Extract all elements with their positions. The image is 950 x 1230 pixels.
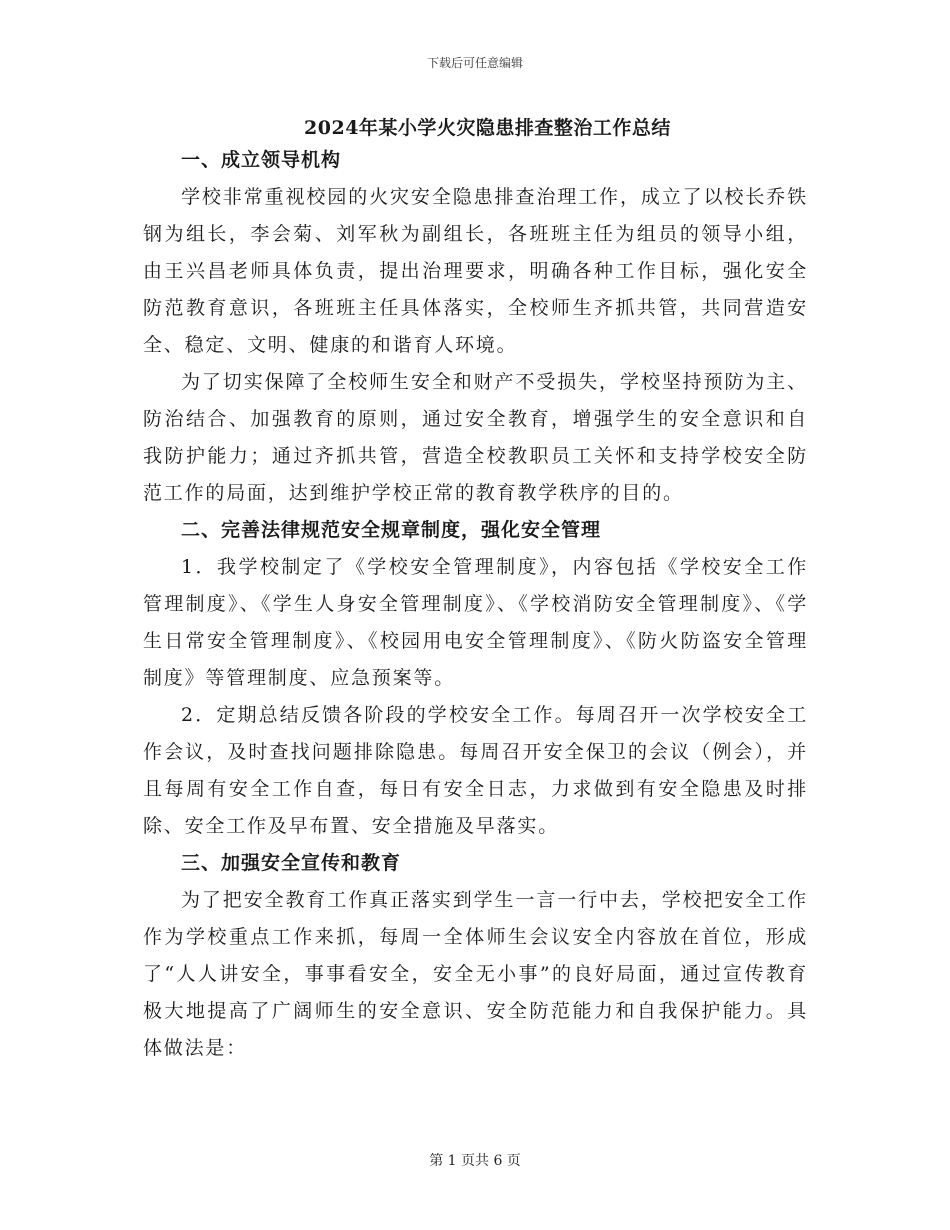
paragraph: 学校非常重视校园的火灾安全隐患排查治理工作，成立了以校长乔铁钢为组长，李会菊、刘军秋为副组长，各班班主任为组员的领导小组，由王兴昌老师具体负责，提出治理要求，明确各种工作目标，强化安全防范教育意识，各班班主任具体落实，全校师生齐抓共管，共同营造安全、稳定、文明、健康的和谐育人环境。 <box>143 186 808 356</box>
section-leadership <box>143 142 808 512</box>
page-header-note: 下载后可任意编辑 <box>426 56 523 70</box>
paragraph: 1．我学校制定了《学校安全管理制度》，内容包括《学校安全工作管理制度》、《学生人身安全管理制度》、《学校消防安全管理制度》、《学生日常安全管理制度》、《校园用电安全管理制度》、《防火防盗安全管理制度》等管理制度、应急预案等。 <box>143 556 808 689</box>
document-body <box>143 114 808 1067</box>
document-title: 2024年某小学火灾隐患排查整治工作总结 <box>304 117 671 139</box>
section-regulations <box>143 512 808 845</box>
paragraph: 为了把安全教育工作真正落实到学生一言一行中去，学校把安全工作作为学校重点工作来抓，每周一全体师生会议安全内容放在首位，形成了“人人讲安全，事事看安全，安全无小事”的良好局面，通过宣传教育极大地提高了广阔师生的安全意识、安全防范能力和自我保护能力。具体做法是： <box>143 889 808 1059</box>
paragraph: 为了切实保障了全校师生安全和财产不受损失，学校坚持预防为主、防治结合、加强教育的原则，通过安全教育，增强学生的安全意识和自我防护能力；通过齐抓共管，营造全校教职员工关怀和支持学校安全防范工作的局面，达到维护学校正常的教育教学秩序的目的。 <box>143 371 808 504</box>
section-education <box>143 845 808 1067</box>
section-heading: 一、成立领导机构 <box>181 149 342 171</box>
section-heading: 三、加强安全宣传和教育 <box>181 852 402 874</box>
paragraph: 2．定期总结反馈各阶段的学校安全工作。每周召开一次学校安全工作会议，及时查找问题排除隐患。每周召开安全保卫的会议（例会），并且每周有安全工作自查，每日有安全日志，力求做到有安全隐患及时排除、安全工作及早布置、安全措施及早落实。 <box>143 704 808 837</box>
section-heading: 二、完善法律规范安全规章制度，强化安全管理 <box>181 519 602 541</box>
page-number: 第 1 页共 6 页 <box>429 1153 521 1169</box>
